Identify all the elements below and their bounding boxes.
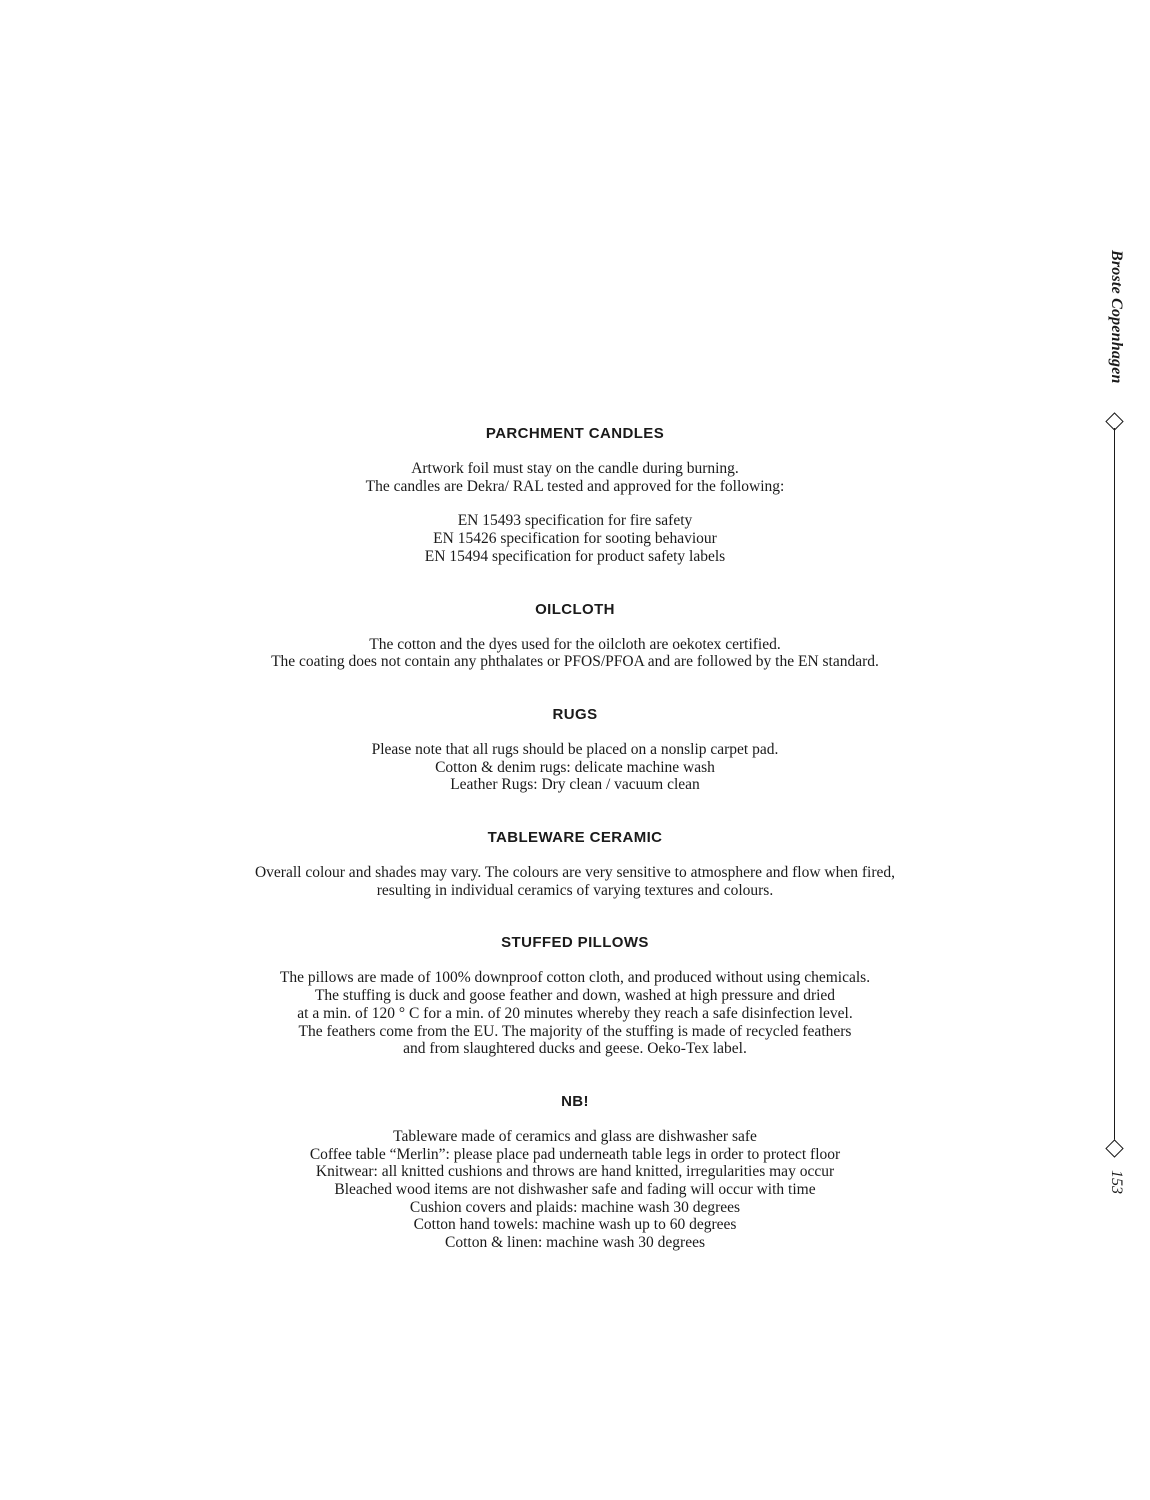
- text-line: EN 15426 specification for sooting behaviour: [433, 530, 717, 548]
- text-line: EN 15494 specification for product safety labels: [424, 547, 726, 565]
- section-heading: PARCHMENT CANDLES: [485, 425, 665, 442]
- paragraph: [0, 969, 1150, 1058]
- paragraph: [0, 864, 1150, 899]
- section-heading: NB!: [561, 1092, 589, 1110]
- paragraph: [0, 636, 1150, 671]
- side-brand-title: [1105, 250, 1125, 400]
- text-line: Coffee table “Merlin”: please place pad underneath table legs in order to protect floor: [309, 1145, 841, 1163]
- section-oilcloth: [0, 601, 1150, 671]
- text-line: Tableware made of ceramics and glass are dishwasher safe: [393, 1127, 757, 1145]
- brand-text: Broste Copenhagen: [1108, 250, 1125, 384]
- section-heading: TABLEWARE CERAMIC: [487, 829, 663, 847]
- text-line: Knitwear: all knitted cushions and throws are hand knitted, irregularities may occur: [315, 1163, 835, 1181]
- text-line: The pillows are made of 100% downproof cotton cloth, and produced without using chemicals.: [279, 969, 871, 987]
- paragraph: [0, 1128, 1150, 1252]
- text-line: Cotton & linen: machine wash 30 degrees: [445, 1234, 705, 1252]
- section-parchment-candles: [0, 425, 1150, 566]
- text-line: The cotton and the dyes used for the oilcloth are oekotex certified.: [369, 635, 781, 653]
- text-line: The coating does not contain any phthalates or PFOS/PFOA and are followed by the EN standard.: [271, 653, 879, 671]
- text-line: at a min. of 120 ° C for a min. of 20 minutes whereby they reach a safe disinfection level.: [297, 1004, 853, 1022]
- paragraph: [0, 512, 1150, 565]
- text-line: Overall colour and shades may vary. The colours are very sensitive to atmosphere and flow when fired,: [254, 864, 896, 882]
- section-rugs: [0, 706, 1150, 794]
- side-rail-line: [1114, 428, 1115, 1141]
- page-number-text: 153: [1108, 1170, 1125, 1194]
- text-line: Bleached wood items are not dishwasher safe and fading will occur with time: [334, 1181, 816, 1199]
- text-line: The stuffing is duck and goose feather and down, washed at high pressure and dried: [314, 987, 836, 1005]
- text-line: The candles are Dekra/ RAL tested and approved for the following:: [365, 477, 785, 495]
- text-line: Cotton & denim rugs: delicate machine wash: [435, 758, 715, 776]
- section-heading: OILCLOTH: [535, 600, 615, 618]
- text-line: The feathers come from the EU. The majority of the stuffing is made of recycled feathers: [298, 1022, 852, 1040]
- text-line: resulting in individual ceramics of varying textures and colours.: [376, 881, 774, 899]
- text-line: Artwork foil must stay on the candle during burning.: [411, 460, 739, 477]
- section-nb: [0, 1093, 1150, 1252]
- text-line: EN 15493 specification for fire safety: [457, 512, 693, 530]
- text-line: Please note that all rugs should be placed on a nonslip carpet pad.: [371, 740, 779, 758]
- paragraph: [0, 460, 1150, 495]
- paragraph: [0, 741, 1150, 794]
- text-line: Cotton hand towels: machine wash up to 60 degrees: [413, 1216, 737, 1234]
- page-number: [1105, 1170, 1125, 1200]
- document-body: [0, 425, 1150, 1252]
- text-line: and from slaughtered ducks and geese. Oeko-Tex label.: [403, 1040, 747, 1058]
- section-heading: RUGS: [552, 705, 598, 723]
- section-tableware-ceramic: [0, 829, 1150, 899]
- text-line: Leather Rugs: Dry clean / vacuum clean: [450, 776, 700, 794]
- section-heading: STUFFED PILLOWS: [501, 934, 649, 952]
- section-stuffed-pillows: [0, 934, 1150, 1058]
- text-line: Cushion covers and plaids: machine wash 30 degrees: [409, 1198, 741, 1216]
